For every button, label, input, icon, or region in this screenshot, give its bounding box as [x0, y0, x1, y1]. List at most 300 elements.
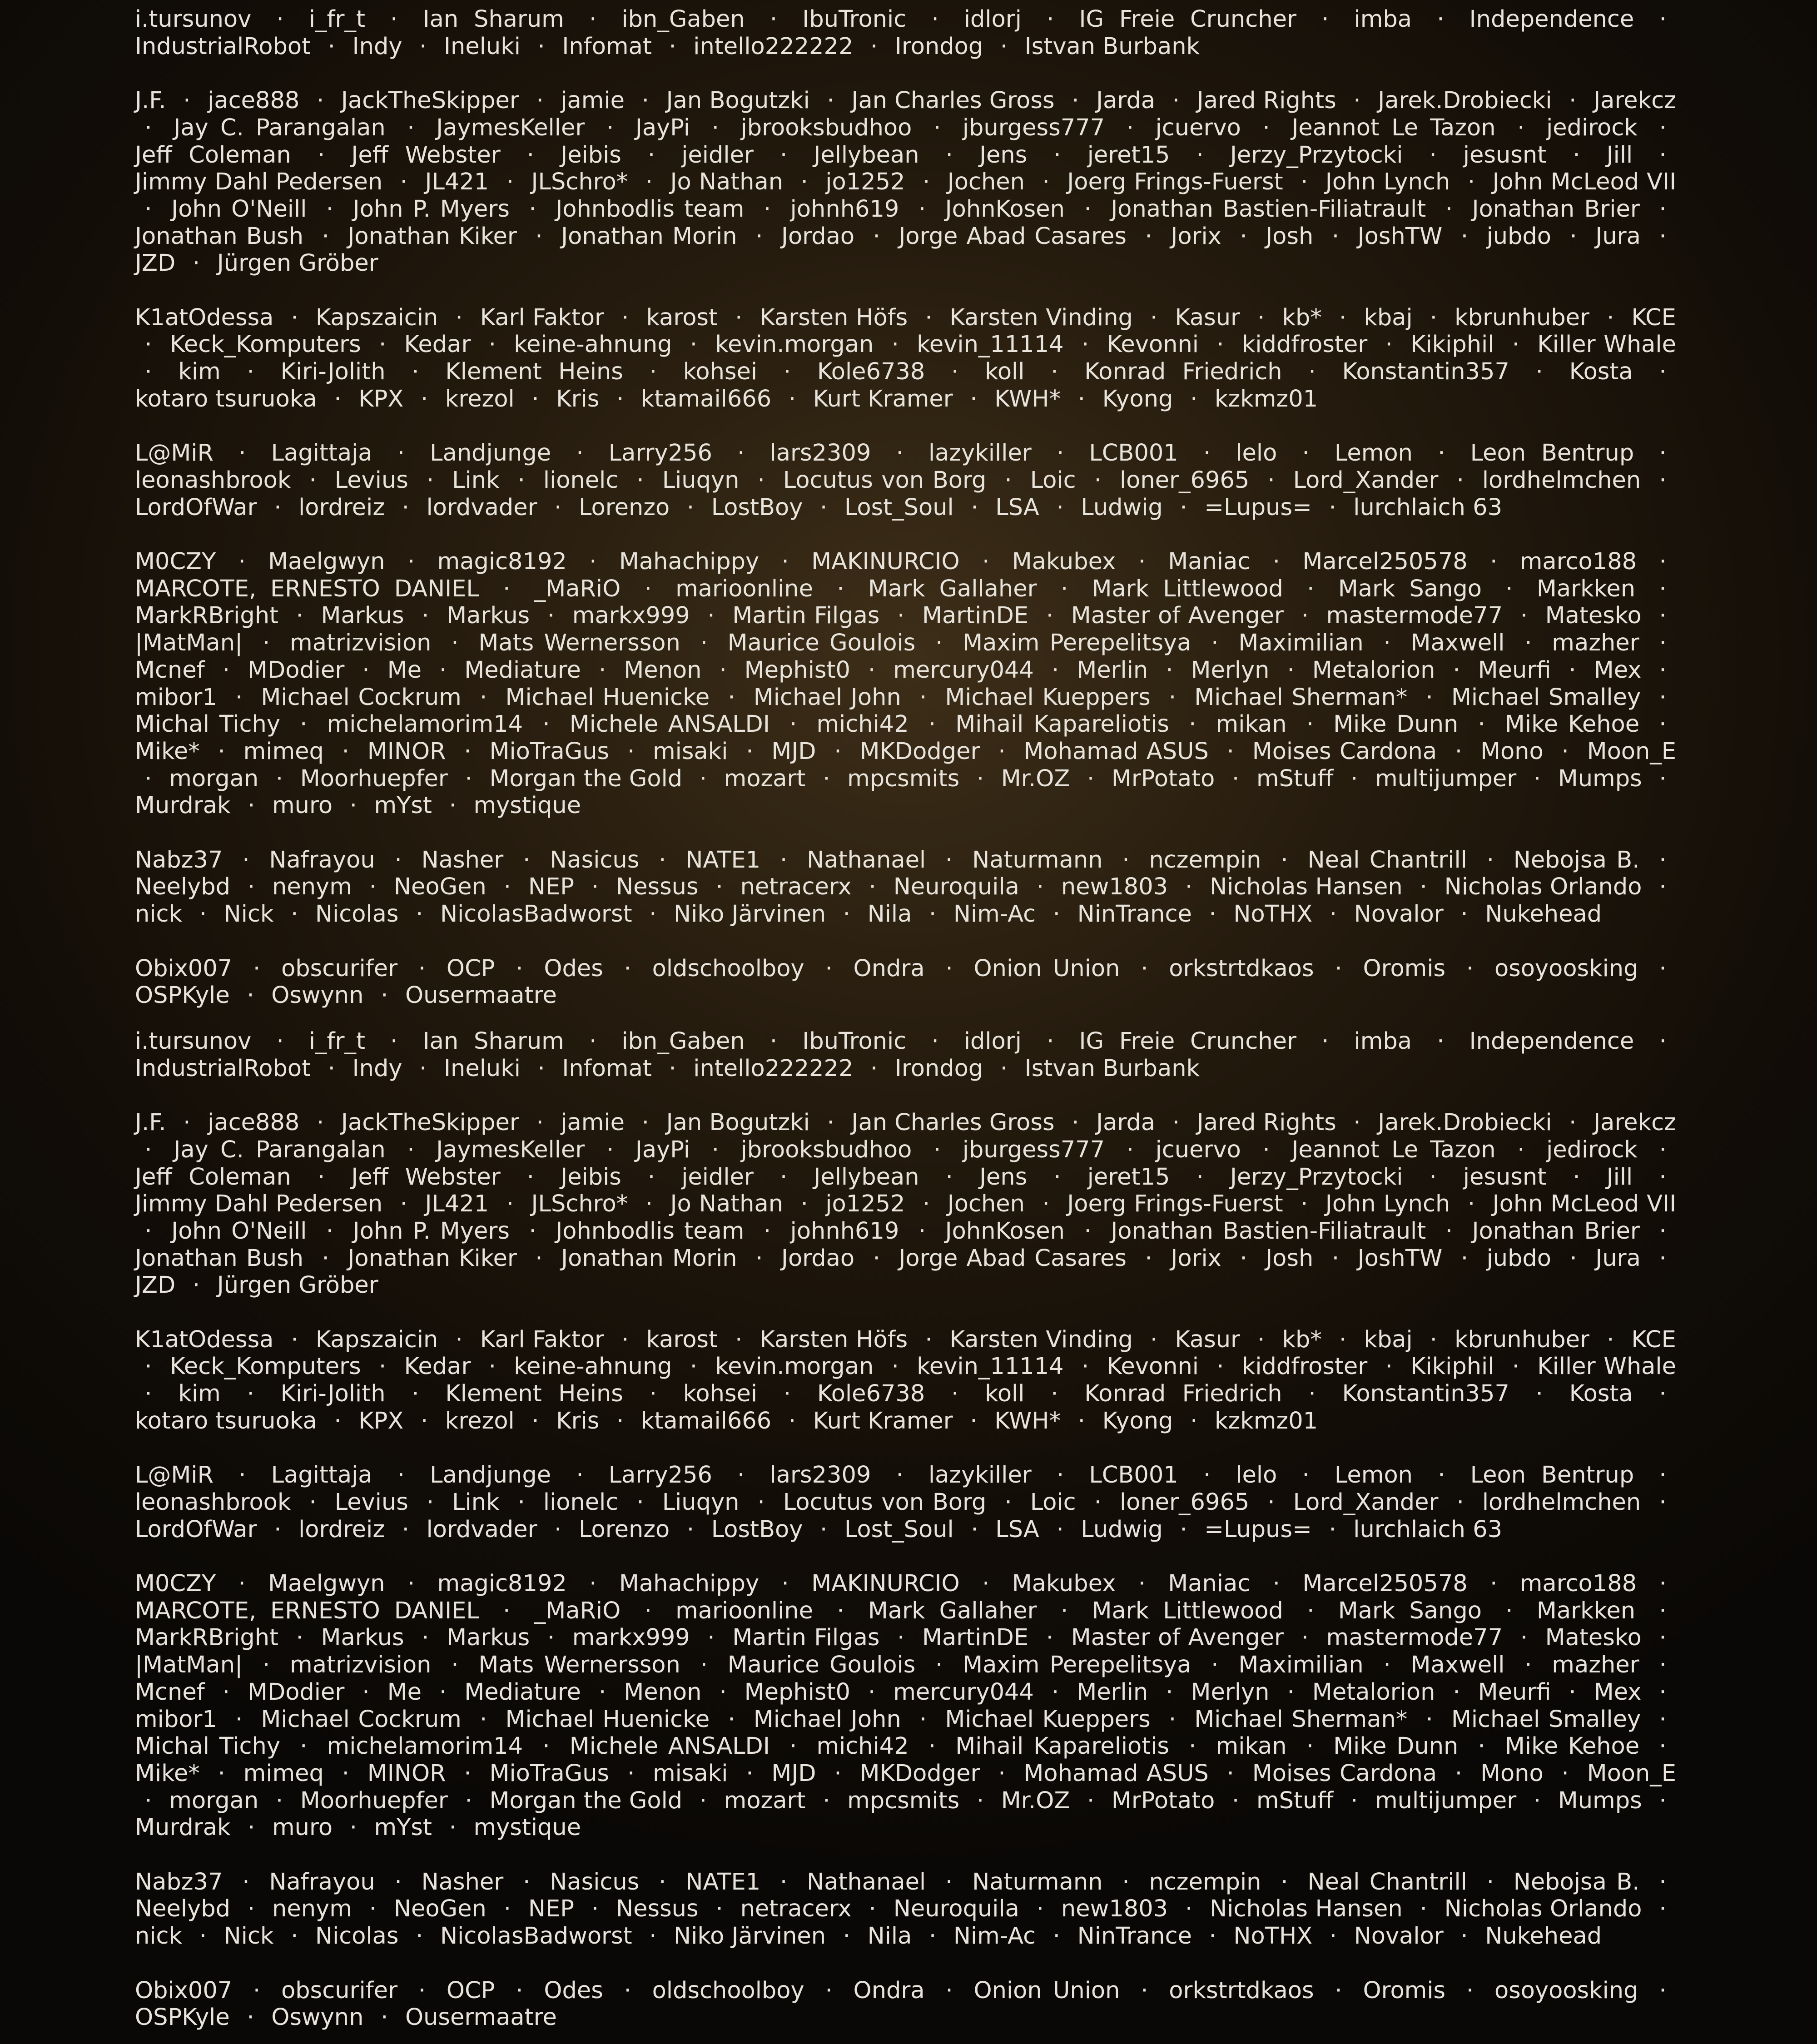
- separator-dot: ·: [647, 141, 655, 169]
- separator-dot: ·: [296, 602, 303, 630]
- separator-dot: ·: [397, 1462, 405, 1489]
- separator-dot: ·: [1659, 1977, 1667, 2004]
- separator-dot: ·: [1335, 955, 1342, 982]
- contributor-name: Nick: [223, 1923, 274, 1950]
- separator-dot: ·: [1512, 331, 1519, 358]
- contributor-name: Master of Avenger: [1071, 1624, 1284, 1652]
- separator-dot: ·: [199, 901, 207, 928]
- separator-dot: ·: [649, 1380, 657, 1408]
- contributor-name: JZD: [135, 250, 176, 277]
- contributor-name: lordhelmchen: [1482, 466, 1641, 494]
- contributor-name: Kris: [556, 1407, 600, 1434]
- contributor-name: kzkmz01: [1214, 385, 1318, 412]
- credits-block: [135, 1977, 1676, 2031]
- separator-dot: ·: [873, 1245, 880, 1272]
- separator-dot: ·: [606, 1136, 614, 1163]
- separator-dot: ·: [1478, 1733, 1485, 1760]
- separator-dot: ·: [407, 1136, 415, 1163]
- contributor-name: Michele ANSALDI: [569, 711, 770, 738]
- contributor-name: mercury044: [893, 1678, 1034, 1706]
- contributor-name: Jonathan Morin: [561, 1245, 737, 1272]
- separator-dot: ·: [144, 1787, 152, 1814]
- contributor-name: LordOfWar: [135, 1516, 257, 1543]
- separator-dot: ·: [1383, 1652, 1391, 1679]
- contributor-name: Nebojsa B.: [1513, 1868, 1640, 1895]
- credits-block: [135, 6, 1676, 60]
- contributor-name: Mono: [1480, 1760, 1544, 1787]
- contributor-name: Ondra: [853, 1977, 925, 2004]
- contributor-name: lionelc: [543, 1488, 619, 1516]
- contributor-name: mStuff: [1256, 765, 1334, 792]
- contributor-name: IndustrialRobot: [135, 33, 311, 60]
- separator-dot: ·: [945, 846, 953, 873]
- separator-dot: ·: [945, 141, 953, 169]
- separator-dot: ·: [247, 1895, 255, 1923]
- contributor-name: Kevonni: [1107, 331, 1199, 358]
- contributor-name: lordhelmchen: [1482, 1488, 1641, 1516]
- separator-dot: ·: [1189, 711, 1196, 738]
- separator-dot: ·: [1353, 1109, 1361, 1136]
- separator-dot: ·: [1350, 765, 1358, 792]
- contributor-name: mikan: [1216, 1733, 1287, 1760]
- separator-dot: ·: [1056, 1462, 1064, 1489]
- contributor-name: markx999: [572, 1624, 690, 1652]
- separator-dot: ·: [641, 87, 649, 114]
- separator-dot: ·: [918, 1217, 926, 1245]
- contributor-name: kim: [178, 1380, 221, 1408]
- contributor-name: Mark Sango: [1338, 575, 1482, 602]
- separator-dot: ·: [1072, 87, 1079, 114]
- separator-dot: ·: [823, 1787, 830, 1814]
- contributor-name: Klement Heins: [445, 1380, 623, 1408]
- separator-dot: ·: [506, 1191, 514, 1218]
- contributor-name: Markus: [447, 602, 530, 630]
- separator-dot: ·: [247, 358, 254, 386]
- separator-dot: ·: [1302, 440, 1310, 467]
- separator-dot: ·: [449, 1814, 457, 1841]
- contributor-name: Kapszaicin: [315, 304, 438, 331]
- separator-dot: ·: [1659, 1488, 1667, 1516]
- contributor-name: J.F.: [135, 1109, 166, 1136]
- separator-dot: ·: [144, 114, 152, 141]
- separator-dot: ·: [1150, 1326, 1158, 1353]
- contributor-name: Jarekcz: [1594, 1109, 1676, 1136]
- contributor-name: Kikiphil: [1410, 1353, 1494, 1380]
- contributor-name: Joerg Frings-Fuerst: [1067, 1191, 1283, 1218]
- separator-dot: ·: [1659, 765, 1667, 792]
- contributor-name: Kapszaicin: [315, 1326, 438, 1353]
- separator-dot: ·: [253, 1977, 261, 2004]
- separator-dot: ·: [647, 1163, 655, 1191]
- separator-dot: ·: [1180, 1516, 1187, 1543]
- separator-dot: ·: [1301, 1191, 1308, 1218]
- separator-dot: ·: [1385, 1353, 1393, 1380]
- separator-dot: ·: [1281, 1868, 1288, 1895]
- contributor-name: Niko Järvinen: [674, 1923, 826, 1950]
- separator-dot: ·: [300, 1733, 308, 1760]
- separator-dot: ·: [1287, 656, 1295, 684]
- contributor-name: Markus: [447, 1624, 530, 1652]
- separator-dot: ·: [1467, 1191, 1475, 1218]
- contributor-name: Jürgen Gröber: [217, 1272, 378, 1299]
- contributor-name: muro: [272, 792, 333, 819]
- contributor-name: ibn_Gaben: [621, 6, 745, 33]
- separator-dot: ·: [1216, 331, 1224, 358]
- separator-dot: ·: [1569, 1678, 1576, 1706]
- separator-dot: ·: [1308, 358, 1316, 386]
- separator-dot: ·: [1329, 1516, 1336, 1543]
- separator-dot: ·: [1257, 1326, 1265, 1353]
- contributor-name: Kurt Kramer: [813, 385, 953, 412]
- separator-dot: ·: [728, 1706, 735, 1733]
- separator-dot: ·: [1524, 1652, 1532, 1679]
- contributor-name: KWH*: [994, 385, 1061, 412]
- contributor-name: Odes: [544, 1977, 603, 2004]
- separator-dot: ·: [1569, 87, 1577, 114]
- separator-dot: ·: [737, 1462, 745, 1489]
- separator-dot: ·: [746, 1760, 754, 1787]
- contributor-name: Irondog: [894, 33, 983, 60]
- separator-dot: ·: [820, 494, 828, 521]
- separator-dot: ·: [925, 1326, 933, 1353]
- contributor-name: JL421: [425, 1191, 489, 1218]
- contributor-name: kevin_11114: [917, 331, 1064, 358]
- separator-dot: ·: [222, 1678, 230, 1706]
- separator-dot: ·: [420, 1407, 428, 1434]
- credits-block: [135, 1462, 1676, 1543]
- contributor-name: NeoGen: [393, 873, 487, 901]
- separator-dot: ·: [464, 738, 472, 765]
- contributor-name: John McLeod VII: [1492, 169, 1677, 196]
- contributor-name: NoTHX: [1233, 901, 1313, 928]
- separator-dot: ·: [235, 1706, 243, 1733]
- contributor-name: Jan Bogutzki: [666, 1109, 810, 1136]
- separator-dot: ·: [935, 630, 943, 657]
- contributor-name: Kurt Kramer: [813, 1407, 953, 1434]
- contributor-name: Johnbodlis team: [556, 1217, 745, 1245]
- contributor-name: Moorhuepfer: [300, 765, 448, 792]
- contributor-name: L@MiR: [135, 1462, 214, 1489]
- contributor-name: LSA: [995, 1516, 1039, 1543]
- contributor-name: Menon: [624, 1678, 702, 1706]
- separator-dot: ·: [1659, 358, 1667, 386]
- contributor-name: Maelgwyn: [268, 548, 385, 575]
- contributor-name: JZD: [135, 1272, 176, 1299]
- contributor-name: morgan: [169, 1787, 259, 1814]
- contributor-name: MarkRBright: [135, 602, 279, 630]
- contributor-name: koll: [985, 358, 1025, 386]
- separator-dot: ·: [291, 901, 298, 928]
- contributor-name: Naturmann: [972, 846, 1103, 873]
- contributor-name: Nukehead: [1485, 1923, 1602, 1950]
- contributor-name: IbuTronic: [802, 6, 907, 33]
- contributor-name: Merlin: [1077, 1678, 1148, 1706]
- separator-dot: ·: [1189, 1733, 1196, 1760]
- separator-dot: ·: [779, 141, 788, 169]
- separator-dot: ·: [869, 873, 876, 901]
- separator-dot: ·: [873, 223, 880, 250]
- separator-dot: ·: [755, 1245, 763, 1272]
- separator-dot: ·: [621, 1326, 629, 1353]
- separator-dot: ·: [419, 33, 427, 60]
- contributor-name: jeidler: [681, 141, 754, 169]
- separator-dot: ·: [535, 1245, 543, 1272]
- separator-dot: ·: [837, 1597, 844, 1624]
- separator-dot: ·: [506, 169, 514, 196]
- contributor-name: Mike Dunn: [1333, 711, 1459, 738]
- contributor-name: matrizvision: [290, 630, 432, 657]
- separator-dot: ·: [1168, 684, 1177, 711]
- contributor-name: lurchlaich 63: [1353, 494, 1503, 521]
- contributor-name: Nessus: [616, 873, 699, 901]
- separator-dot: ·: [928, 901, 937, 928]
- separator-dot: ·: [418, 1977, 426, 2004]
- contributor-name: IndustrialRobot: [135, 1055, 311, 1082]
- contributor-name: karost: [646, 304, 718, 331]
- contributor-name: Infomat: [562, 1055, 652, 1082]
- separator-dot: ·: [598, 1678, 606, 1706]
- contributor-name: Mephist0: [744, 1678, 850, 1706]
- separator-dot: ·: [381, 2004, 388, 2031]
- contributor-name: jesusnt: [1463, 141, 1547, 169]
- separator-dot: ·: [1141, 1977, 1148, 2004]
- contributor-name: kbrunhuber: [1455, 304, 1589, 331]
- separator-dot: ·: [1659, 1678, 1667, 1706]
- separator-dot: ·: [780, 846, 788, 873]
- contributor-name: |MatMan|: [135, 630, 243, 657]
- contributor-name: ktamail666: [640, 1407, 772, 1434]
- contributor-name: mastermode77: [1326, 602, 1503, 630]
- credits-block: [135, 548, 1676, 819]
- contributor-name: mastermode77: [1326, 1624, 1503, 1652]
- credits-block: [135, 1869, 1676, 1950]
- contributor-name: Nicholas Orlando: [1444, 873, 1642, 901]
- separator-dot: ·: [624, 955, 631, 982]
- separator-dot: ·: [394, 846, 402, 873]
- contributor-name: Mohamad ASUS: [1023, 1760, 1209, 1787]
- separator-dot: ·: [1185, 873, 1193, 901]
- separator-dot: ·: [933, 1136, 941, 1163]
- separator-dot: ·: [1607, 1326, 1614, 1353]
- contributor-name: Mihail Kapareliotis: [955, 711, 1169, 738]
- separator-dot: ·: [328, 1055, 335, 1082]
- contributor-name: Maximilian: [1238, 630, 1364, 657]
- separator-dot: ·: [1056, 494, 1064, 521]
- contributor-name: Nabz37: [135, 846, 223, 873]
- contributor-name: Jonathan Kiker: [348, 223, 517, 250]
- contributor-name: nick: [135, 1923, 183, 1950]
- separator-dot: ·: [951, 1380, 959, 1408]
- contributor-name: mibor1: [135, 684, 217, 711]
- contributor-name: jedirock: [1546, 114, 1638, 141]
- contributor-name: mpcsmits: [847, 1787, 960, 1814]
- separator-dot: ·: [369, 873, 377, 901]
- contributor-name: MKDodger: [859, 1760, 980, 1787]
- separator-dot: ·: [192, 1272, 200, 1299]
- separator-dot: ·: [247, 982, 254, 1009]
- contributor-name: keine-ahnung: [514, 331, 672, 358]
- contributor-name: Naturmann: [972, 1868, 1103, 1895]
- separator-dot: ·: [931, 1028, 939, 1055]
- separator-dot: ·: [523, 846, 531, 873]
- separator-dot: ·: [1306, 1733, 1314, 1760]
- contributor-name: jubdo: [1486, 223, 1552, 250]
- contributor-name: Neuroquila: [893, 873, 1019, 901]
- separator-dot: ·: [780, 1868, 788, 1895]
- contributor-name: JayPi: [635, 1136, 690, 1163]
- separator-dot: ·: [439, 656, 447, 684]
- contributor-name: JoshTW: [1357, 223, 1443, 250]
- contributor-name: i_fr_t: [308, 6, 365, 33]
- separator-dot: ·: [922, 1191, 930, 1218]
- contributor-name: MINOR: [367, 738, 446, 765]
- separator-dot: ·: [1203, 1462, 1211, 1489]
- contributor-name: multijumper: [1375, 1787, 1517, 1814]
- contributor-name: JackTheSkipper: [341, 1109, 519, 1136]
- separator-dot: ·: [1385, 331, 1393, 358]
- contributor-name: Mark Gallaher: [868, 1597, 1037, 1624]
- contributor-name: Obix007: [135, 1977, 233, 2004]
- separator-dot: ·: [1478, 711, 1485, 738]
- separator-dot: ·: [554, 1516, 562, 1543]
- contributor-name: mazher: [1552, 1652, 1639, 1679]
- separator-dot: ·: [242, 846, 250, 873]
- separator-dot: ·: [1272, 1570, 1280, 1597]
- contributor-name: MARCOTE, ERNESTO DANIEL: [135, 1597, 479, 1624]
- contributor-name: misaki: [653, 1760, 728, 1787]
- separator-dot: ·: [1072, 1109, 1079, 1136]
- contributor-name: Nasher: [421, 1868, 504, 1895]
- contributor-name: Jens: [979, 1163, 1028, 1191]
- contributor-name: Lord_Xander: [1293, 1488, 1439, 1516]
- contributor-name: Nebojsa B.: [1513, 846, 1640, 873]
- separator-dot: ·: [342, 738, 349, 765]
- separator-dot: ·: [1429, 141, 1437, 169]
- contributor-name: Neelybd: [135, 1895, 231, 1923]
- contributor-name: Nim-Ac: [953, 1923, 1036, 1950]
- separator-dot: ·: [715, 873, 723, 901]
- separator-dot: ·: [317, 141, 325, 169]
- contributor-name: Jorix: [1171, 223, 1221, 250]
- contributor-name: John Lynch: [1325, 1191, 1450, 1218]
- separator-dot: ·: [1659, 1624, 1667, 1652]
- contributor-name: NEP: [528, 1895, 574, 1923]
- separator-dot: ·: [1561, 1760, 1569, 1787]
- separator-dot: ·: [1232, 1787, 1240, 1814]
- contributor-name: JackTheSkipper: [341, 87, 519, 114]
- contributor-name: NoTHX: [1233, 1923, 1313, 1950]
- separator-dot: ·: [397, 440, 405, 467]
- separator-dot: ·: [455, 1326, 463, 1353]
- separator-dot: ·: [238, 440, 246, 467]
- separator-dot: ·: [1052, 901, 1060, 928]
- separator-dot: ·: [1535, 358, 1543, 386]
- contributor-name: Keck_Komputers: [169, 1353, 361, 1380]
- contributor-name: magic8192: [437, 1570, 567, 1597]
- contributor-name: Karsten Höfs: [760, 304, 908, 331]
- separator-dot: ·: [699, 1787, 707, 1814]
- contributor-name: Oromis: [1363, 1977, 1446, 2004]
- separator-dot: ·: [870, 33, 878, 60]
- separator-dot: ·: [897, 602, 905, 630]
- separator-dot: ·: [542, 711, 550, 738]
- credits-block: [135, 955, 1676, 1009]
- contributor-name: Infomat: [562, 33, 652, 60]
- separator-dot: ·: [1659, 1652, 1667, 1679]
- separator-dot: ·: [144, 331, 152, 358]
- separator-dot: ·: [1267, 1488, 1275, 1516]
- contributor-name: Michael Huenicke: [505, 1706, 710, 1733]
- contributor-name: kotaro tsuruoka: [135, 385, 317, 412]
- contributor-name: Michele ANSALDI: [569, 1733, 770, 1760]
- contributor-name: mystique: [473, 1814, 581, 1841]
- separator-dot: ·: [755, 223, 763, 250]
- contributor-name: kb*: [1282, 1326, 1322, 1353]
- contributor-name: Nasicus: [550, 1868, 640, 1895]
- contributor-name: Jared Rights: [1196, 1109, 1336, 1136]
- contributor-name: Lost_Soul: [844, 494, 954, 521]
- separator-dot: ·: [982, 1570, 990, 1597]
- contributor-name: Jarekcz: [1594, 87, 1676, 114]
- separator-dot: ·: [1659, 1570, 1667, 1597]
- separator-dot: ·: [1331, 223, 1340, 250]
- separator-dot: ·: [1659, 195, 1667, 223]
- separator-dot: ·: [464, 1760, 472, 1787]
- contributor-name: Mahachippy: [619, 548, 760, 575]
- separator-dot: ·: [334, 1407, 342, 1434]
- contributor-name: NicolasBadworst: [440, 1923, 632, 1950]
- contributor-name: Mephist0: [744, 656, 850, 684]
- contributor-name: Lemon: [1334, 1462, 1413, 1489]
- separator-dot: ·: [296, 1624, 303, 1652]
- separator-dot: ·: [412, 358, 419, 386]
- separator-dot: ·: [644, 1597, 652, 1624]
- contributor-name: KPX: [358, 385, 404, 412]
- contributor-name: Maxim Perepelitsya: [963, 1652, 1191, 1679]
- contributor-name: Jellybean: [814, 1163, 919, 1191]
- separator-dot: ·: [827, 87, 834, 114]
- separator-dot: ·: [834, 738, 842, 765]
- separator-dot: ·: [1150, 304, 1158, 331]
- separator-dot: ·: [1094, 1488, 1102, 1516]
- separator-dot: ·: [589, 1570, 597, 1597]
- separator-dot: ·: [1659, 466, 1667, 494]
- contributor-name: OCP: [446, 1977, 495, 2004]
- contributor-name: Makubex: [1012, 1570, 1116, 1597]
- separator-dot: ·: [868, 656, 876, 684]
- separator-dot: ·: [1145, 1245, 1152, 1272]
- contributor-name: Me: [387, 656, 422, 684]
- separator-dot: ·: [426, 466, 434, 494]
- separator-dot: ·: [1659, 711, 1667, 738]
- contributor-name: LCB001: [1089, 1462, 1178, 1489]
- separator-dot: ·: [627, 1760, 635, 1787]
- separator-dot: ·: [416, 901, 423, 928]
- contributor-name: mYst: [374, 1814, 432, 1841]
- contributor-name: Jarda: [1096, 1109, 1156, 1136]
- credits-list: [135, 6, 1676, 1022]
- contributor-name: Link: [452, 466, 500, 494]
- contributor-name: JoshTW: [1357, 1245, 1443, 1272]
- contributor-name: jo1252: [825, 169, 905, 196]
- separator-dot: ·: [1281, 846, 1288, 873]
- credits-block: [135, 304, 1676, 413]
- contributor-name: JL421: [425, 169, 489, 196]
- contributor-name: jburgess777: [962, 114, 1105, 141]
- separator-dot: ·: [616, 1407, 624, 1434]
- contributor-name: Kevonni: [1107, 1353, 1199, 1380]
- separator-dot: ·: [480, 684, 487, 711]
